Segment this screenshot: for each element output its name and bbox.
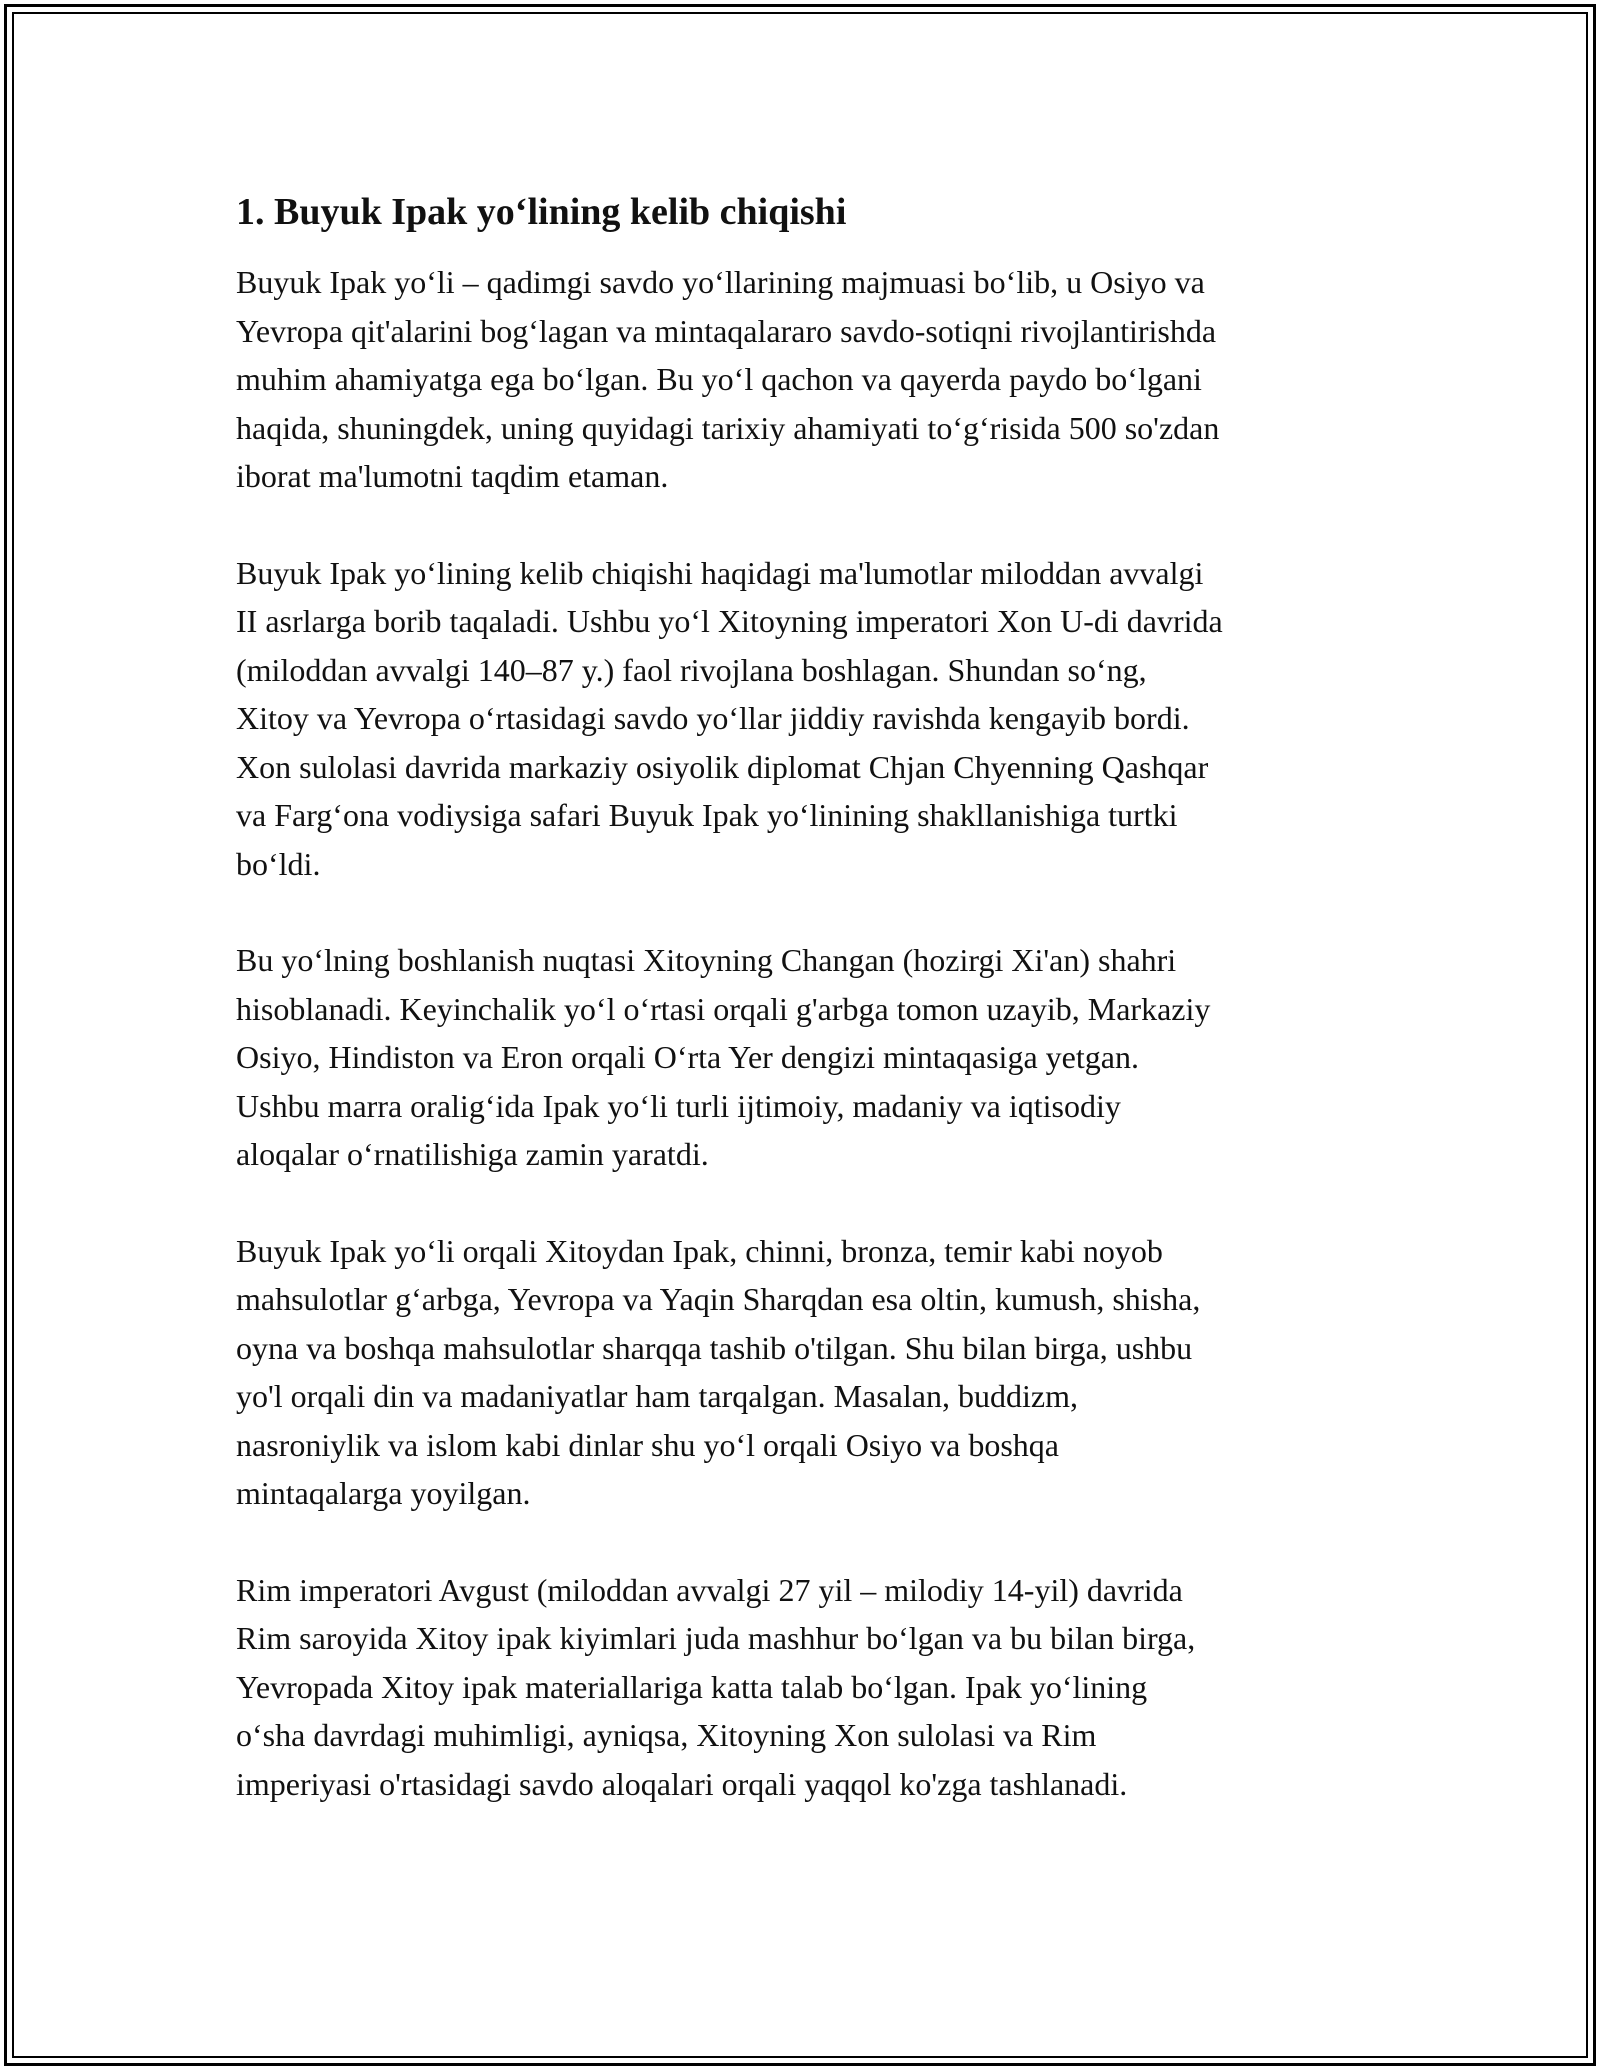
paragraph-intro: Buyuk Ipak yo‘li – qadimgi savdo yo‘llarining majmuasi bo‘lib, u Osiyo va Yevropa qit'alarini bog‘lagan va mintaqalararo savdo-sotiqni rivojlantirishda muhim ahamiyatga ega bo‘lgan. Bu yo‘l qachon va qayerda paydo bo‘lgani haqida, shuningdek, uning quyidagi tarixiy ahamiyati to‘g‘risida 500 so'zdan iborat ma'lumotni taqdim etaman.	[236, 264, 1220, 494]
document-body	[236, 186, 1386, 1856]
section-heading: 1. Buyuk Ipak yo‘lining kelib chiqishi	[236, 191, 847, 233]
paragraph-rome: Rim imperatori Avgust (miloddan avvalgi 27 yil – milodiy 14-yil) davrida Rim saroyida Xitoy ipak kiyimlari juda mashhur bo‘lgan va bu bilan birga, Yevropada Xitoy ipak materiallariga katta talab bo‘lgan. Ipak yo‘lining o‘sha davrdagi muhimligi, ayniqsa, Xitoyning Xon sulolasi va Rim imperiyasi o'rtasidagi savdo aloqalari orqali yaqqol ko'zga tashlanadi.	[236, 1571, 1196, 1802]
paragraph-route: Bu yo‘lning boshlanish nuqtasi Xitoyning Changan (hozirgi Xi'an) shahri hisoblanadi. Keyinchalik yo‘l o‘rtasi orqali g'arbga tomon uzayib, Markaziy Osiyo, Hindiston va Eron orqali O‘rta Yer dengizi mintaqasiga yetgan. Ushbu marra oralig‘ida Ipak yo‘li turli ijtimoiy, madaniy va iqtisodiy aloqalar o‘rnatilishiga zamin yaratdi.	[236, 942, 1211, 1172]
paragraph-origin: Buyuk Ipak yo‘lining kelib chiqishi haqidagi ma'lumotlar miloddan avvalgi II asrlarga borib taqaladi. Ushbu yo‘l Xitoyning imperatori Xon U-di davrida (miloddan avvalgi 140–87 y.) faol rivojlana boshlagan. Shundan so‘ng, Xitoy va Yevropa o‘rtasidagi savdo yo‘llar jiddiy ravishda kengayib bordi. Xon sulolasi davrida markaziy osiyolik diplomat Chjan Chyenning Qashqar va Farg‘ona vodiysiga safari Buyuk Ipak yo‘linining shakllanishiga turtki bo‘ldi.	[236, 554, 1223, 882]
paragraph-goods: Buyuk Ipak yo‘li orqali Xitoydan Ipak, chinni, bronza, temir kabi noyob mahsulotlar g‘arbga, Yevropa va Yaqin Sharqdan esa oltin, kumush, shisha, oyna va boshqa mahsulotlar sharqqa tashib o'tilgan. Shu bilan birga, ushbu yo'l orqali din va madaniyatlar ham tarqalgan. Masalan, buddizm, nasroniylik va islom kabi dinlar shu yo‘l orqali Osiyo va boshqa mintaqalarga yoyilgan.	[236, 1232, 1201, 1511]
